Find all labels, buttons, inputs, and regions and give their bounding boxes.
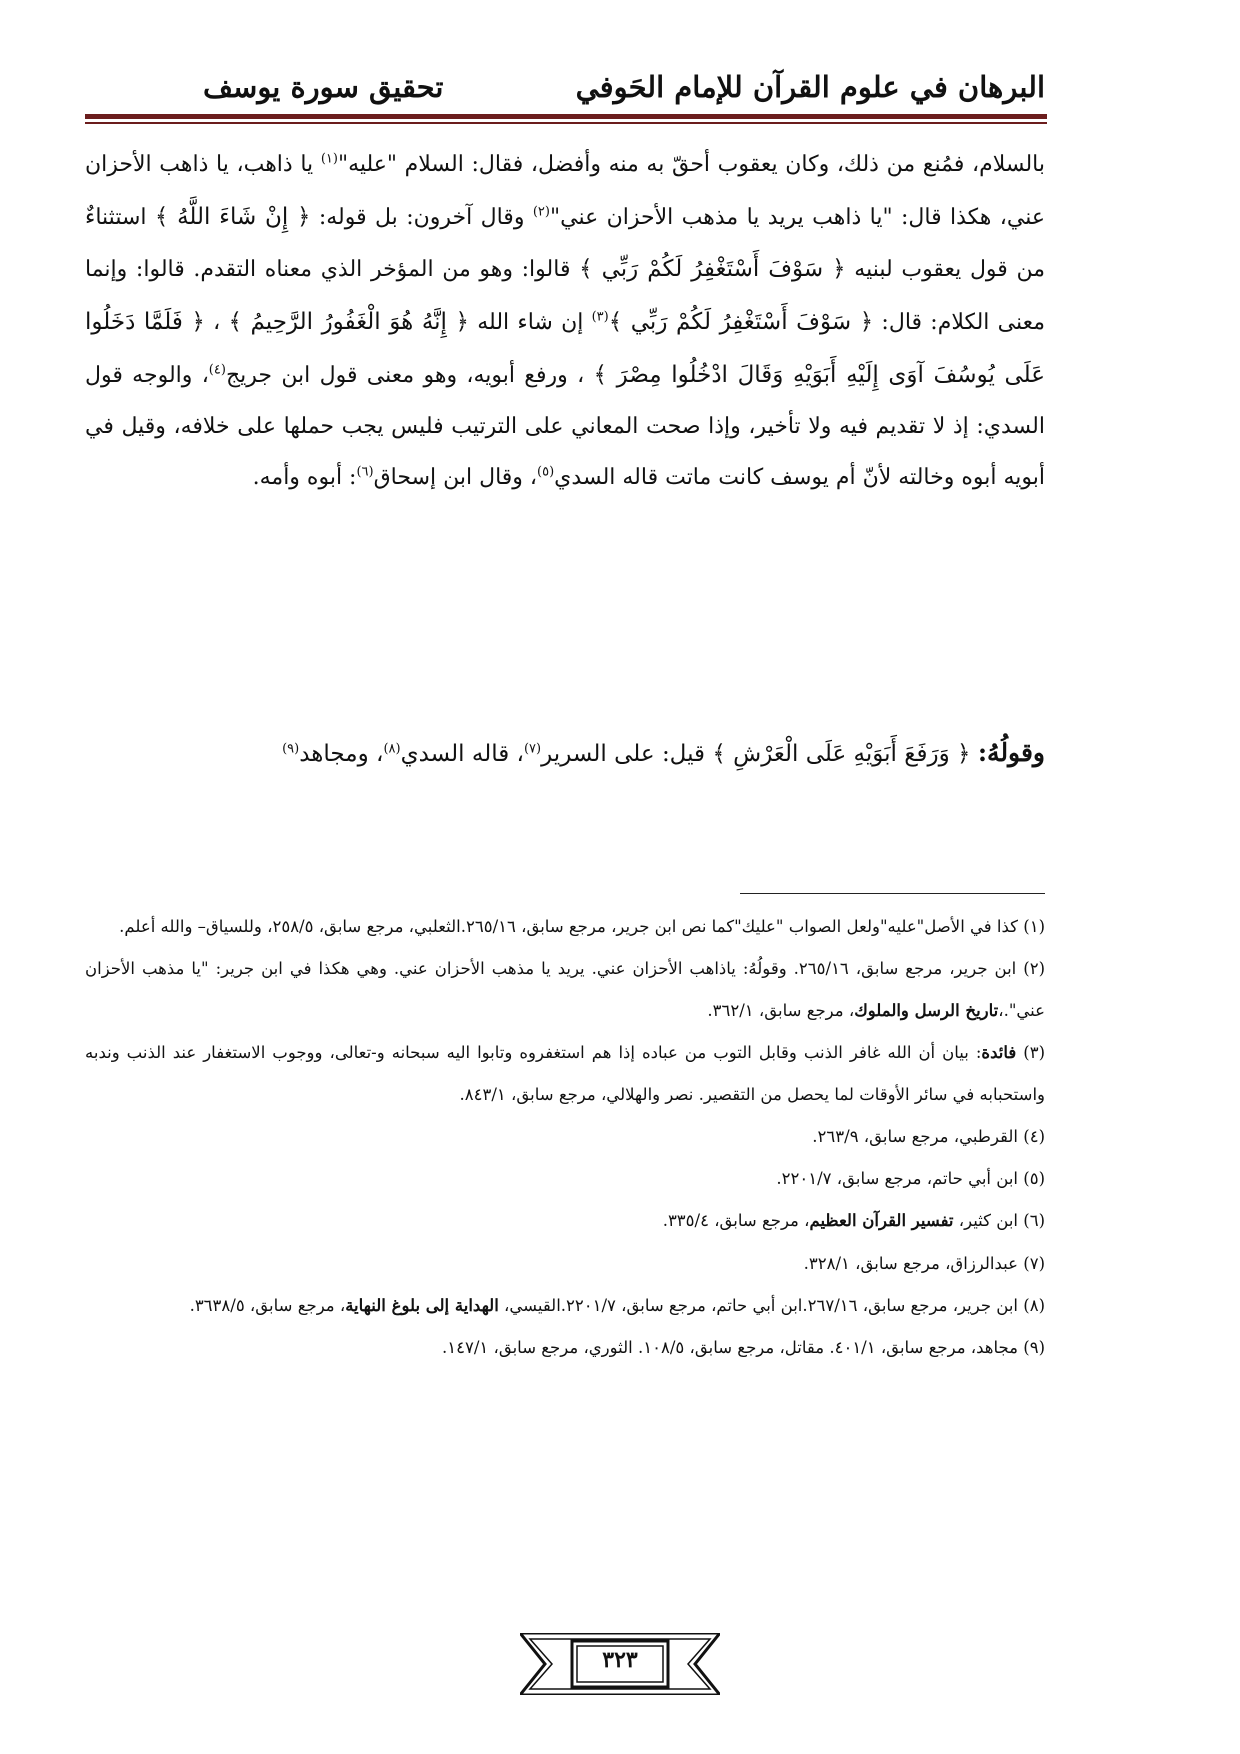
- header-rule-thick: [85, 114, 1047, 119]
- footnote-2: [85, 948, 1045, 1032]
- book-title-ref: الهداية إلى بلوغ النهاية: [345, 1295, 499, 1315]
- text-run: (٨) ابن جرير، مرجع سابق، ٢٦٧/١٦.ابن أبي حاتم، مرجع سابق، ٢٢٠١/٧.القيسي،: [498, 1295, 1045, 1315]
- footnote-ref[interactable]: (٤): [208, 362, 226, 378]
- footnote-1: (١) كذا في الأصل"عليه"ولعل الصواب "عليك"كما نص ابن جرير، مرجع سابق، ٢٦٥/١٦.الثعلبي، مرجع سابق، ٢٥٨/٥، وللسياق– والله أعلم.: [119, 917, 1045, 936]
- quran-quote: ﴿ إِنَّهُ هُوَ الْغَفُورُ الرَّحِيمُ ﴾: [228, 309, 469, 336]
- footnote-8: [85, 1285, 1045, 1327]
- book-title-ref: تفسير القرآن العظيم: [809, 1211, 954, 1231]
- text-run: ، ومجاهد: [299, 741, 384, 767]
- text-run: ، مرجع سابق، ٣٣٥/٤.: [662, 1211, 810, 1231]
- footnote-ref[interactable]: (٩): [282, 741, 300, 757]
- quran-quote: ﴿ وَرَفَعَ أَبَوَيْهِ عَلَى الْعَرْشِ ﴾: [712, 741, 978, 767]
- main-text: [85, 140, 1045, 503]
- footnote-ref[interactable]: (٨): [383, 741, 401, 757]
- page-number: ٣٢٣: [602, 1647, 638, 1673]
- text-run: إن شاء الله: [477, 310, 592, 336]
- quran-quote: ﴿ فَلَمَّا دَخَلُوا عَلَى يُوسُفَ آوَى إِلَيْهِ أَبَوَيْهِ وَقَالَ ادْخُلُوا مِصْرَ ﴾: [85, 309, 1045, 389]
- header-rule-thin: [85, 122, 1047, 124]
- text-run: وقال آخرون: بل قوله:: [318, 204, 533, 230]
- book-title-ref: تاريخ الرسل والملوك: [854, 1001, 999, 1021]
- footnote-ref[interactable]: (٢): [532, 204, 550, 220]
- text-run: (٦) ابن كثير،: [953, 1211, 1045, 1231]
- quran-quote: ﴿ إِنْ شَاءَ اللَّهُ ﴾: [154, 203, 311, 230]
- text-run: قالوا: وهو من المؤخر الذي معناه التقدم. قالوا: وإنما معنى الكلام: قال:: [85, 257, 1046, 336]
- footnote-9: (٩) مجاهد، مرجع سابق، ٤٠١/١. مقاتل، مرجع سابق، ١٠٨/٥. الثوري، مرجع سابق، ١٤٧/١.: [441, 1337, 1045, 1357]
- footnote-ref[interactable]: (٧): [523, 741, 542, 757]
- footnote-ref[interactable]: (٣): [591, 310, 609, 326]
- note-label: فائدة: [981, 1043, 1017, 1063]
- text-run: استثناءٌ من قول يعقوب لبنيه: [85, 204, 1045, 283]
- text-run: ، مرجع سابق، ٣٦٣٨/٥.: [189, 1295, 346, 1315]
- quran-quote: ﴿ سَوْفَ أَسْتَغْفِرُ لَكُمْ رَبِّي ﴾: [579, 256, 846, 283]
- footnotes-section: [85, 906, 1045, 1369]
- footnote-5: (٥) ابن أبي حاتم، مرجع سابق، ٢٢٠١/٧.: [776, 1169, 1045, 1189]
- page-number-frame: [520, 1633, 720, 1695]
- body-paragraph: [85, 140, 1045, 503]
- text-run: ، مرجع سابق، ٣٦٢/١.: [707, 1001, 855, 1021]
- footnote-ref[interactable]: (٥): [537, 464, 555, 480]
- text-run: (٢) ابن جرير، مرجع سابق، ٢٦٥/١٦. وقولُهُ: ياذاهب الأحزان عني. يريد يا مذهب الأحزان عني. وهي هكذا في ابن جرير: "يا مذهب الأحزان عني".،: [85, 959, 1045, 1021]
- text-run: (٣): [1016, 1043, 1045, 1063]
- book-title: البرهان في علوم القرآن للإمام الحَوفي: [575, 70, 1045, 104]
- text-run: ،: [204, 310, 229, 336]
- text-run: ، قاله السدي: [400, 741, 524, 767]
- text-run: : أبوه وأمه.: [252, 464, 357, 490]
- footnote-3: [85, 1032, 1045, 1116]
- footnote-separator: [740, 893, 1045, 894]
- verse-commentary: [85, 738, 1045, 767]
- text-run: ، ورفع أبويه، وهو معنى قول ابن جريج: [225, 363, 594, 389]
- verse-label: وقولُهُ:: [977, 738, 1045, 767]
- footnote-4: (٤) القرطبي، مرجع سابق، ٢٦٣/٩.: [812, 1127, 1045, 1147]
- footnote-ref[interactable]: (١): [320, 151, 338, 167]
- text-run: : بيان أن الله غافر الذنب وقابل التوب من عباده إذا هم استغفروه وتابوا اليه سبحانه و-تعالى، ووجوب الاستغفار عند الذنب وندبه واستحبابه في سائر الأوقات لما يحصل من التقصير. نصر والهلالي، مرجع سابق، ٨٤٣/١.: [85, 1043, 1045, 1105]
- running-header: [85, 70, 1045, 114]
- text-run: بالسلام، فمُنع من ذلك، وكان يعقوب أحقّ به منه وأفضل، فقال: السلام "عليه": [337, 152, 1045, 177]
- surah-title: تحقيق سورة يوسف: [203, 70, 444, 104]
- text-run: قيل: على السرير: [541, 741, 713, 767]
- footnote-7: (٧) عبدالرزاق، مرجع سابق، ٣٢٨/١.: [803, 1253, 1045, 1273]
- text-run: ، والوجه قول السدي: إذ لا تقديم فيه ولا تأخير، وإذا صحت المعاني على الترتيب فليس يجب حملها على خلافه، وقيل في أبويه أبوه وخالته لأنّ أم يوسف كانت ماتت قاله السدي: [85, 363, 1045, 490]
- footnote-ref[interactable]: (٦): [356, 464, 374, 480]
- footnote-6: [85, 1200, 1045, 1242]
- quran-quote: ﴿ سَوْفَ أَسْتَغْفِرُ لَكُمْ رَبِّي ﴾: [608, 309, 874, 336]
- text-run: يا ذاهب، يا ذاهب الأحزان عني، هكذا قال: "يا ذاهب يريد يا مذهب الأحزان عني": [85, 152, 1045, 230]
- text-run: ، وقال ابن إسحاق: [373, 464, 538, 490]
